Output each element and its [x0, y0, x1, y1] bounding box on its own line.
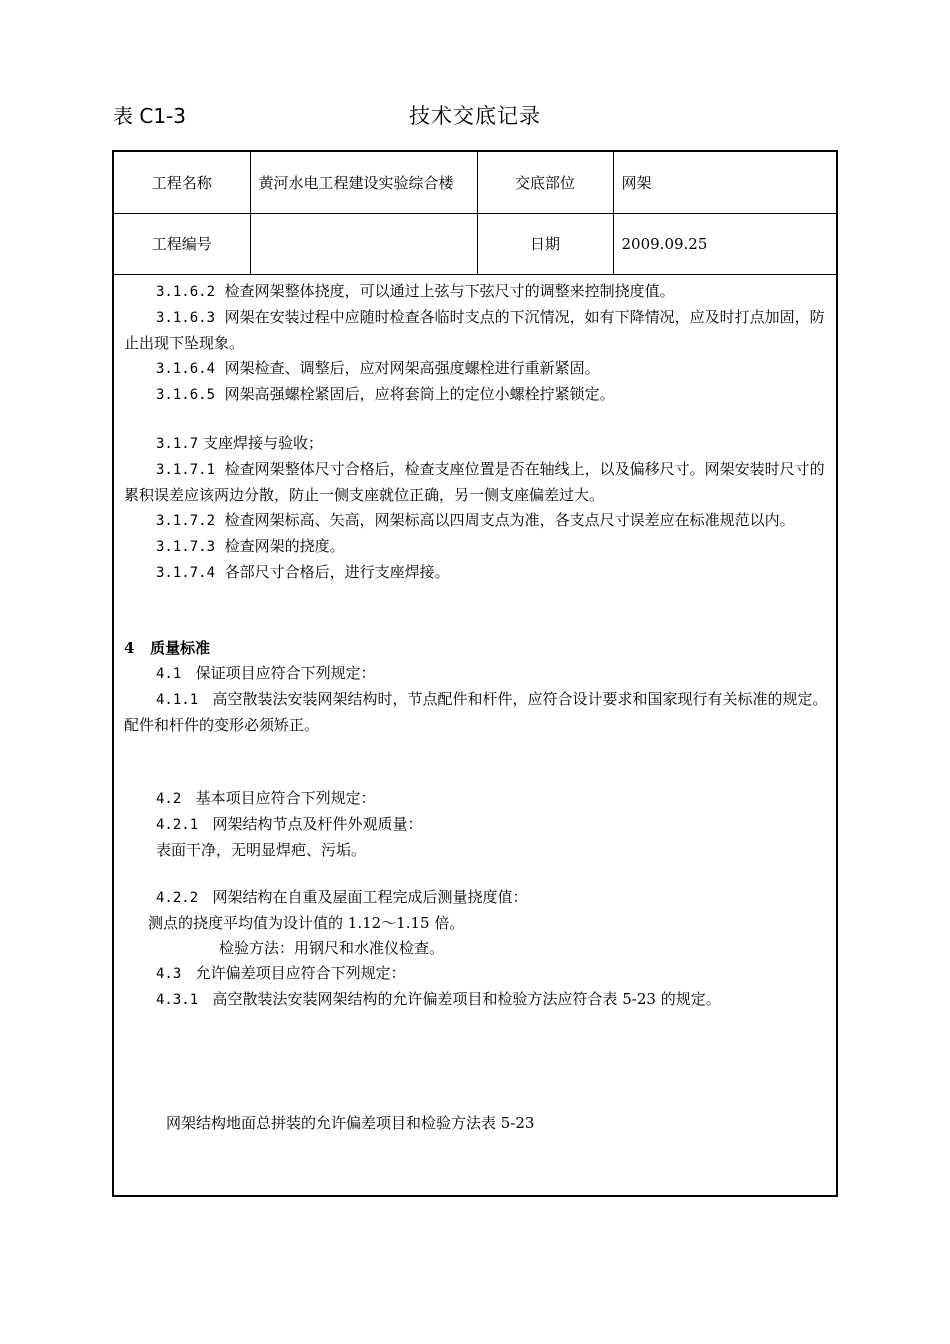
section-number: 3.1.6.5 [156, 386, 216, 403]
section-number: 3.1.7.1 [156, 461, 216, 478]
section-number: 4.1.1 [156, 691, 199, 708]
paragraph: 测点的挠度平均值为设计值的 1.12～1.15 倍。 [148, 913, 465, 932]
section-number: 4.2.2 [156, 889, 199, 906]
record-sheet [112, 150, 838, 1197]
project-name-value: 黄河水电工程建设实验综合楼 [250, 152, 477, 213]
paragraph [124, 356, 828, 382]
section-text: 检查网架整体挠度，可以通过上弦与下弦尺寸的调整来控制挠度值。 [224, 281, 675, 300]
paragraph [124, 687, 828, 738]
section-number: 3.1.7.3 [156, 538, 216, 555]
section-text: 检查网架整体尺寸合格后，检查支座位置是否在轴线上，以及偏移尺寸。网架安装时尺寸的累积误差应该两边分散，防止一侧支座就位正确，另一侧支座偏差过大。 [124, 459, 825, 504]
form-code: 表 C1-3 [113, 104, 186, 128]
paragraph [124, 786, 828, 812]
section-text: 高空散装法安装网架结构时，节点配件和杆件，应符合设计要求和国家现行有关标准的规定。配件和杆件的变形必须矫正。 [124, 689, 828, 734]
paragraph [124, 305, 828, 356]
section-number: 3.1.7.2 [156, 512, 216, 529]
paragraph [124, 431, 828, 457]
section-text: 网架高强螺栓紧固后，应将套筒上的定位小螺栓拧紧锁定。 [224, 384, 615, 403]
section-text: 网架结构在自重及屋面工程完成后测量挠度值： [212, 887, 528, 906]
disclosure-content [114, 275, 836, 1136]
section-text: 网架在安装过程中应随时检查各临时支点的下沉情况，如有下降情况，应及时打点加固，防止出现下坠现象。 [124, 307, 825, 352]
section-number: 3.1.6.2 [156, 283, 216, 300]
paragraph [124, 661, 828, 687]
section-text: 网架检查、调整后，应对网架高强度螺栓进行重新紧固。 [224, 358, 600, 377]
section-number: 4.2 [156, 790, 182, 807]
section-text: 基本项目应符合下列规定： [195, 788, 376, 807]
date-label: 日期 [477, 213, 613, 274]
project-no-label: 工程编号 [114, 213, 250, 274]
section-number: 4 [124, 638, 135, 657]
paragraph [124, 279, 828, 305]
section-text: 检查网架标高、矢高，网架标高以四周支点为准，各支点尺寸误差应在标准规范以内。 [224, 510, 795, 529]
paragraph: 表面干净，无明显焊疤、污垢。 [156, 840, 367, 859]
section-number: 4.3 [156, 965, 182, 982]
paragraph [124, 812, 828, 838]
project-no-value [250, 213, 477, 274]
section-number: 3.1.6.3 [156, 309, 216, 326]
section-text: 允许偏差项目应符合下列规定： [195, 963, 406, 982]
date-value: 2009.09.25 [613, 213, 836, 274]
paragraph [124, 457, 828, 508]
header-table [114, 152, 836, 275]
section-number: 3.1.6.4 [156, 360, 216, 377]
section-number: 4.3.1 [156, 991, 199, 1008]
section-text: 质量标准 [150, 638, 211, 657]
section-heading [124, 636, 828, 661]
paragraph [124, 508, 828, 534]
paragraph: 检验方法：用钢尺和水准仪检查。 [219, 938, 445, 957]
section-number: 4.1 [156, 665, 182, 682]
paragraph [124, 382, 828, 408]
page-title: 技术交底记录 [409, 104, 541, 128]
paragraph [124, 534, 828, 560]
paragraph [124, 987, 828, 1013]
section-text: 各部尺寸合格后，进行支座焊接。 [224, 562, 450, 581]
paragraph [124, 961, 828, 987]
location-value: 网架 [613, 152, 836, 213]
section-text: 保证项目应符合下列规定： [195, 663, 376, 682]
section-text: 支座焊接与验收； [202, 433, 323, 452]
project-name-label: 工程名称 [114, 152, 250, 213]
paragraph [124, 560, 828, 586]
section-number: 3.1.7 [156, 435, 199, 452]
table-caption: 网架结构地面总拼装的允许偏差项目和检验方法表 5-23 [166, 1113, 535, 1132]
section-text: 网架结构节点及杆件外观质量： [212, 814, 423, 833]
location-label: 交底部位 [477, 152, 613, 213]
section-text: 检查网架的挠度。 [224, 536, 345, 555]
section-text: 高空散装法安装网架结构的允许偏差项目和检验方法应符合表 5-23 的规定。 [212, 989, 721, 1008]
section-number: 4.2.1 [156, 816, 199, 833]
paragraph [124, 885, 828, 911]
section-number: 3.1.7.4 [156, 564, 216, 581]
